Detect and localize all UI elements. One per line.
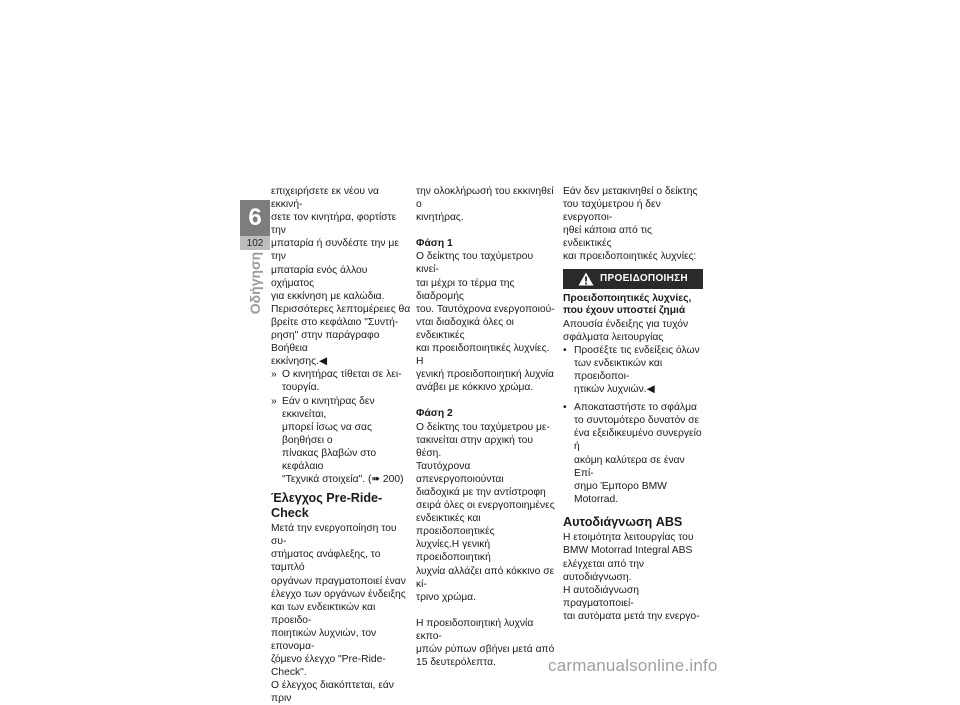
chapter-number: 6 xyxy=(240,200,270,236)
pre-ride-check-heading: Έλεγχος Pre-Ride- Check xyxy=(271,491,383,520)
col1-paragraph-1: επιχειρήσετε εκ νέου να εκκινή- σετε τον κινητήρα, φορτίστε την μπαταρία ή συνδέστε την με την μπαταρία ενός άλλου οχήματος για εκκίνηση με καλώδια. Περισσότερες λεπτομέρειες θα βρείτε στο κεφάλαιο "Συντή- ρηση" στην παράγραφο Βοήθεια εκκίνησης.◀ xyxy=(271,186,411,368)
column-2 xyxy=(416,185,556,669)
section-tab xyxy=(244,251,266,315)
col1-paragraph-2: Μετά την ενεργοποίηση του συ- στήματος ανάφλεξης, το ταμπλό οργάνων πραγματοποιεί έναν έλεγχο των οργάνων ένδειξης και των ενδεικτικών και προειδο- ποιητικών λυχνιών, τον επονομα- ζόμενο έλεγχο "Pre-Ride-Check". Ο έλεγχος διακόπτεται, εάν πριν xyxy=(271,523,406,705)
page-number: 102 xyxy=(240,236,270,250)
bullet-dot: • xyxy=(563,344,567,356)
phase-1-text: Ο δείκτης του ταχύμετρου κινεί- ται μέχρι το τέρμα της διαδρομής του. Ταυτόχρονα ενεργοποιού- νται διαδοχικά όλες οι ενδεικτικές και προειδοποιητικές λυχνίες. Η γενική προειδοποιητική λυχνία ανάβει με κόκκινο χρώμα. xyxy=(416,251,555,394)
phase-2-heading: Φάση 2 xyxy=(416,408,453,420)
column-3 xyxy=(563,185,703,623)
result-item-1: » Ο κινητήρας τίθεται σε λει- τουργία. xyxy=(271,369,402,394)
section-title: Οδήγηση xyxy=(247,251,263,315)
warning-item-1: • Προσέξτε τις ενδείξεις όλων των ενδεικτικών και προειδοποι- ητικών λυχνιών.◀ xyxy=(563,344,700,396)
phase-1-heading: Φάση 1 xyxy=(416,238,453,250)
result-arrow: » xyxy=(271,395,277,407)
warning-banner xyxy=(563,269,703,289)
column-1 xyxy=(271,185,411,705)
col3-paragraph-1: Εάν δεν μετακινηθεί ο δείκτης του ταχύμετρου ή δεν ενεργοποι- ηθεί κάποια από τις ενδεικτικές και προειδοποιητικές λυχνίες: xyxy=(563,186,698,263)
result-arrow: » xyxy=(271,369,277,381)
col3-paragraph-2: Η ετοιμότητα λειτουργίας του BMW Motorrad Integral ABS ελέγχεται από την αυτοδιάγνωση. Η αυτοδιάγνωση πραγματοποιεί- ται αυτόματα μετά την ενεργο- xyxy=(563,532,700,622)
warning-triangle-icon xyxy=(578,272,594,286)
warning-heading: Προειδοποιητικές λυχνίες, που έχουν υποστεί ζημιά xyxy=(563,292,692,317)
warning-text: Απουσία ένδειξης για τυχόν σφάλματα λειτουργίας xyxy=(563,318,689,343)
abs-self-diagnosis-heading: Αυτοδιάγνωση ABS xyxy=(563,514,683,529)
emission-lamp-text: Η προειδοποιητική λυχνία εκπο- μπών ρύπων σβήνει μετά από 15 δευτερόλεπτα. xyxy=(416,617,555,669)
warning-item-2: • Αποκαταστήστε το σφάλμα το συντομότερο δυνατόν σε ένα εξειδικευμένο συνεργείο ή ακόμη καλύτερα σε έναν Επί- σημο Έμπορο BMW Motorrad. xyxy=(563,402,702,505)
result-item-2: » Εάν ο κινητήρας δεν εκκινείται, μπορεί ίσως να σας βοηθήσει ο πίνακας βλαβών στο κεφάλαιο "Τεχνικά στοιχεία". (➠ 200) xyxy=(271,395,404,486)
bullet-dot: • xyxy=(563,402,567,414)
watermark: carmanualsonline.info xyxy=(548,656,718,675)
phase-2-text: Ο δείκτης του ταχύμετρου με- τακινείται στην αρχική του θέση. Ταυτόχρονα απενεργοποιούνται διαδοχικά με την αντίστροφη σειρά όλες οι ενεργοποιημένες ενδεικτικές και προειδοποιητικές λυχνίες.Η γενική προειδοποιητική λυχνία αλλάζει από κόκκινο σε κί- τρινο χρώμα. xyxy=(416,421,555,603)
col2-paragraph-1: την ολοκλήρωσή του εκκινηθεί ο κινητήρας. xyxy=(416,186,554,224)
warning-label: ΠΡΟΕΙΔΟΠΟΙΗΣΗ xyxy=(600,273,688,285)
